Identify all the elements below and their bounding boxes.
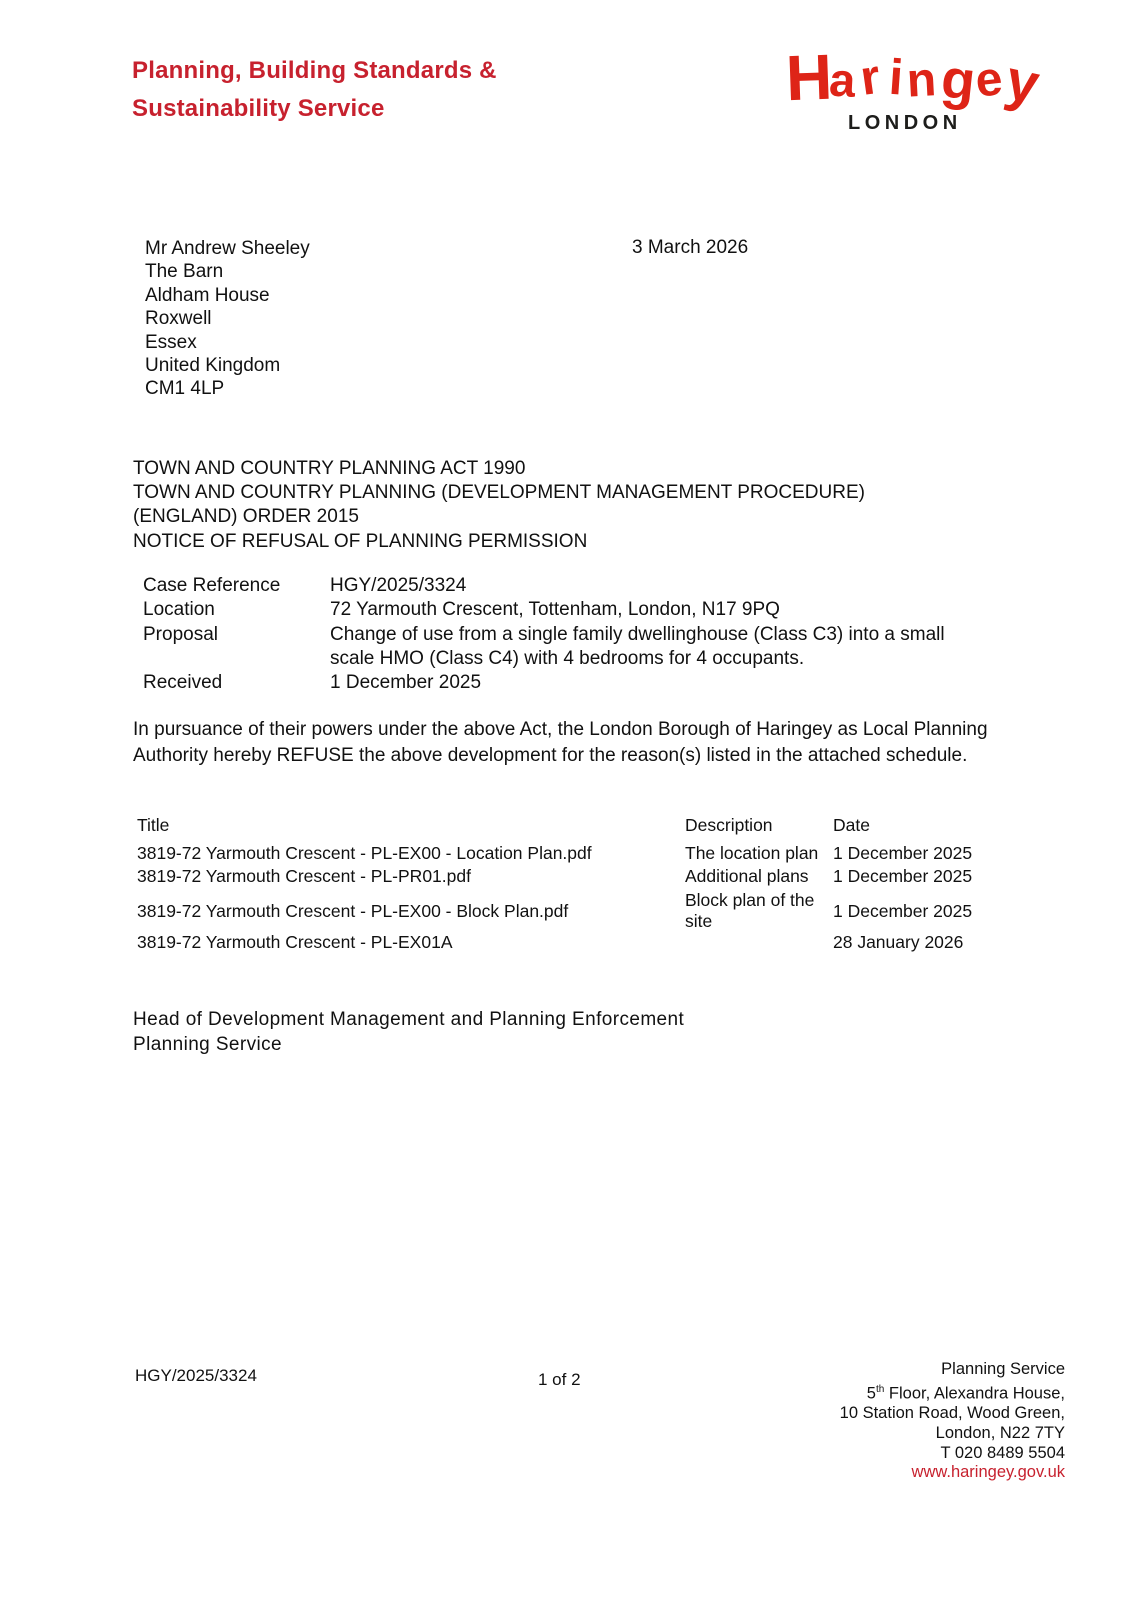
footer-case-reference: HGY/2025/3324 (135, 1366, 257, 1385)
footer-dept: Planning Service (941, 1360, 1065, 1378)
service-title-line1: Planning, Building Standards & (132, 57, 497, 84)
column-description: Description (685, 815, 773, 835)
table-row (137, 932, 997, 956)
document-title: 3819-72 Yarmouth Crescent - PL-EX00 - Block Plan.pdf (137, 900, 569, 921)
page-number: 1 of 2 (538, 1370, 581, 1389)
document-date: 1 December 2025 (833, 866, 973, 886)
table-row (137, 843, 997, 866)
service-title (132, 52, 497, 128)
proposal-value: Change of use from a single family dwellinghouse (Class C3) into a small scale HMO (Class C4) with 4 bedrooms for 4 occupants. (330, 623, 945, 669)
recipient-line: Essex (145, 331, 197, 353)
logo-letter: e (972, 52, 1005, 108)
document-date: 1 December 2025 (833, 900, 973, 921)
logo-letter: g (938, 46, 979, 113)
logo-letter: a (827, 52, 857, 107)
case-details (143, 574, 975, 695)
table-row (137, 890, 997, 932)
document-title: 3819-72 Yarmouth Crescent - PL-EX00 - Location Plan.pdf (137, 843, 592, 863)
haringey-logo (784, 30, 1058, 138)
received-value: 1 December 2025 (330, 672, 482, 694)
footer-address-line3: London, N22 7TY (935, 1423, 1065, 1442)
footer-address-line2: 10 Station Road, Wood Green, (839, 1404, 1065, 1423)
refusal-paragraph: In pursuance of their powers under the above Act, the London Borough of Haringey as Local Planning Authority hereby REFUSE the above development for the reason(s) listed in the attached schedule. (133, 719, 988, 766)
footer-floor-ordinal: th (875, 1383, 885, 1395)
legal-line: TOWN AND COUNTRY PLANNING (DEVELOPMENT MANAGEMENT PROCEDURE) (133, 482, 865, 504)
service-title-line2: Sustainability Service (132, 95, 385, 122)
footer-floor-rest: Floor, Alexandra House, (884, 1384, 1065, 1403)
logo-letter: n (905, 53, 938, 108)
footer-address-line1 (840, 1380, 1065, 1404)
document-date: 28 January 2026 (833, 932, 964, 952)
document-date: 1 December 2025 (833, 843, 973, 863)
document-title: 3819-72 Yarmouth Crescent - PL-EX01A (137, 932, 453, 952)
logo-letter: y (1000, 47, 1045, 117)
recipient-line: United Kingdom (145, 355, 281, 377)
documents-table (137, 815, 997, 956)
column-title: Title (137, 815, 170, 835)
received-label: Received (143, 672, 223, 694)
column-date: Date (833, 815, 870, 835)
footer-floor-number: 5 (866, 1384, 876, 1403)
location-label: Location (143, 599, 215, 621)
recipient-name: Mr Andrew Sheeley (145, 238, 310, 259)
signoff-role: Head of Development Management and Planning Enforcement (133, 1009, 685, 1030)
footer-contact-block (840, 1360, 1065, 1483)
case-reference-label: Case Reference (143, 575, 281, 596)
legal-line: (ENGLAND) ORDER 2015 (133, 506, 359, 528)
logo-letter: H (784, 40, 834, 115)
website-link[interactable]: www.haringey.gov.uk (911, 1463, 1065, 1482)
logo-letter: r (857, 49, 884, 106)
document-description: Block plan of the site (685, 890, 815, 931)
table-row (137, 866, 997, 890)
proposal-label: Proposal (143, 623, 218, 645)
legal-line: TOWN AND COUNTRY PLANNING ACT 1990 (133, 458, 526, 479)
footer-phone: T 020 8489 5504 (940, 1443, 1065, 1462)
logo-letter: i (887, 48, 906, 106)
document-title: 3819-72 Yarmouth Crescent - PL-PR01.pdf (137, 866, 471, 886)
recipient-postcode: CM1 4LP (145, 378, 225, 400)
signoff (133, 1007, 684, 1057)
documents-table-header (137, 815, 997, 843)
recipient-line: Aldham House (145, 284, 270, 306)
recipient-line: Roxwell (145, 308, 212, 330)
letter-date: 3 March 2026 (632, 237, 749, 258)
recipient-address (145, 237, 310, 401)
case-reference-value: HGY/2025/3324 (330, 575, 467, 596)
haringey-logo-icon (784, 30, 1058, 138)
legal-headings (133, 457, 865, 554)
logo-city-label: LONDON (848, 112, 962, 134)
notice-title: NOTICE OF REFUSAL OF PLANNING PERMISSION (133, 530, 588, 552)
document-description: The location plan (685, 843, 819, 863)
signoff-service: Planning Service (133, 1034, 282, 1055)
document-description: Additional plans (685, 866, 809, 886)
recipient-line: The Barn (145, 261, 224, 283)
location-value: 72 Yarmouth Crescent, Tottenham, London, N17 9PQ (330, 599, 780, 621)
